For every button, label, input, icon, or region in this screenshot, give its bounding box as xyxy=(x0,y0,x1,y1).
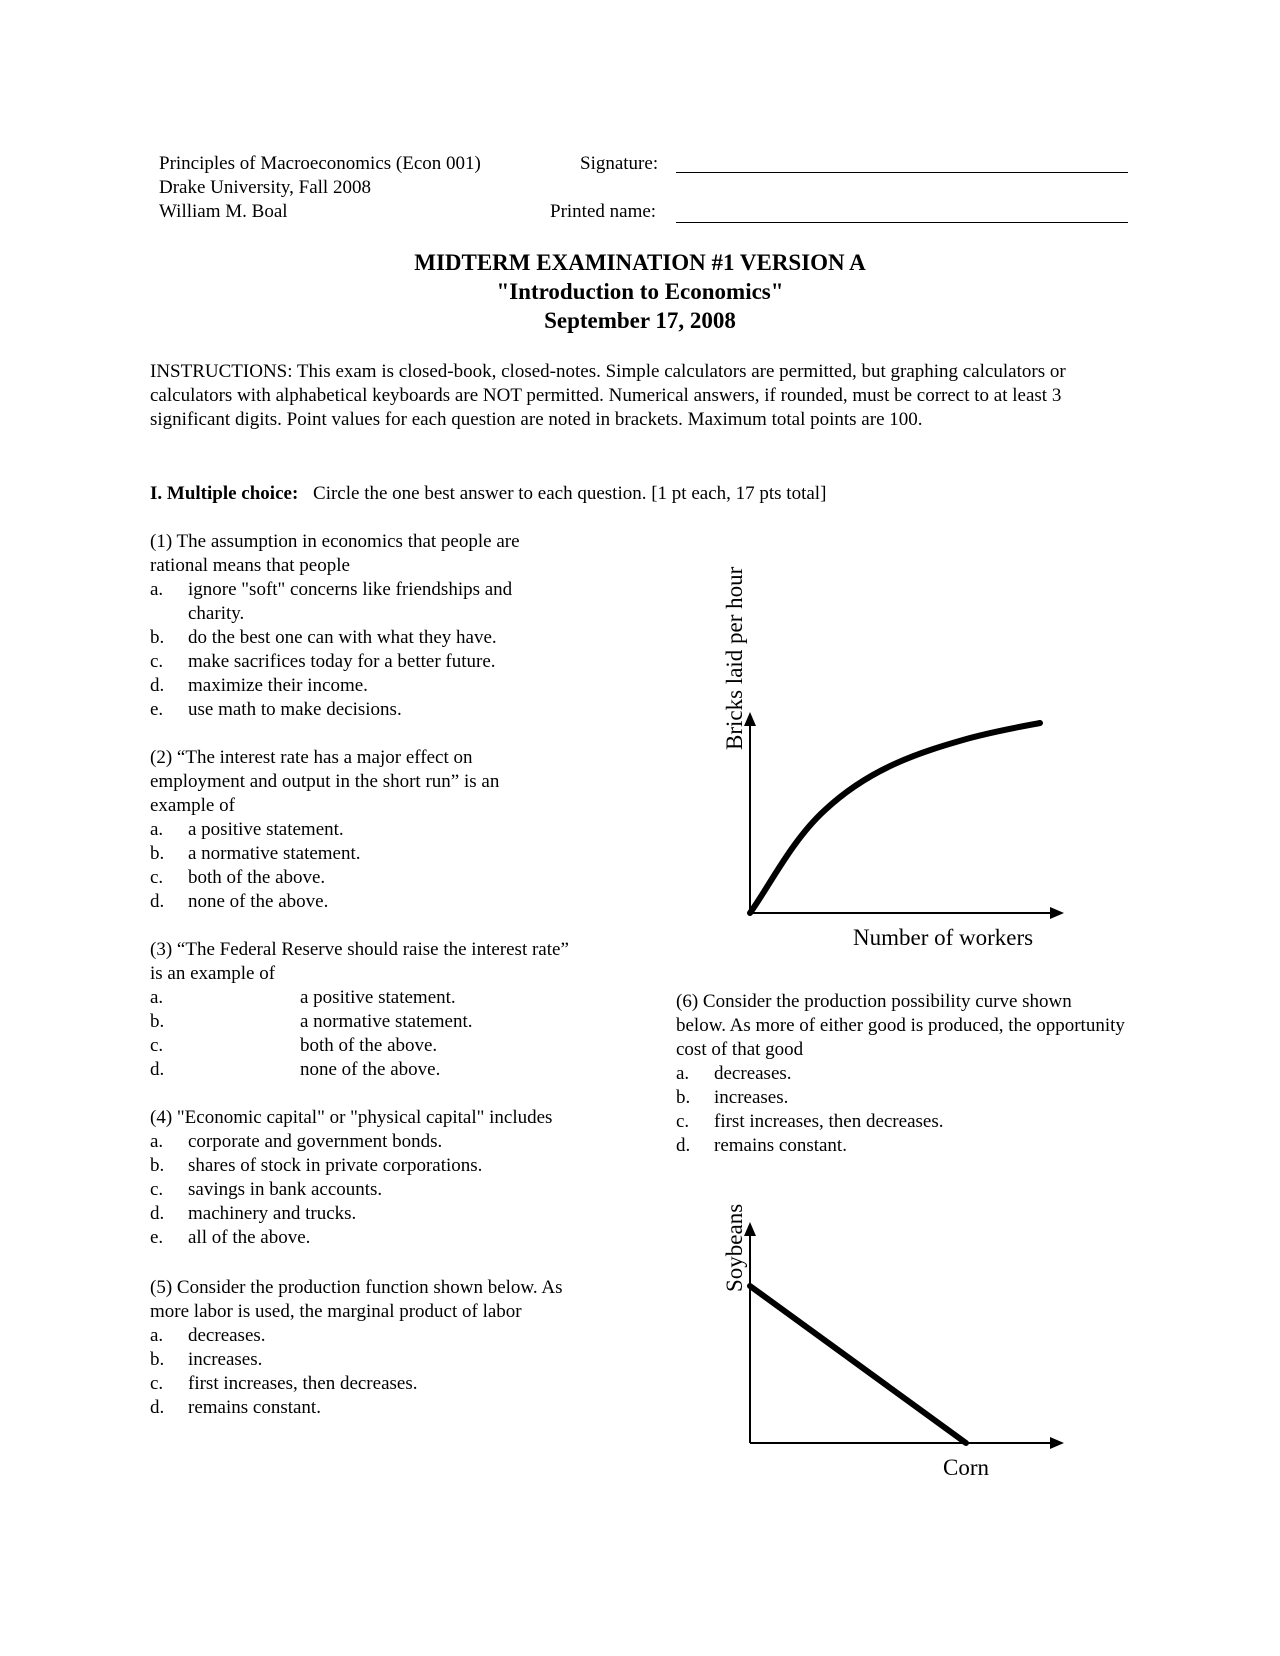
option-a[interactable]: a. a positive statement. xyxy=(150,819,344,840)
question-2 xyxy=(150,746,550,914)
option-b[interactable]: b. shares of stock in private corporations. xyxy=(150,1155,483,1176)
option-b[interactable]: b. a normative statement. xyxy=(150,843,361,864)
question-stem: (1) The assumption in economics that people are rational means that people xyxy=(150,531,520,576)
question-5 xyxy=(150,1276,605,1420)
question-1 xyxy=(150,530,570,722)
x-axis-arrow xyxy=(1050,1437,1064,1449)
option-b[interactable]: b. a normative statement. xyxy=(150,1011,473,1032)
x-axis-label: Number of workers xyxy=(853,925,1034,950)
signature-line[interactable] xyxy=(676,172,1128,173)
question-stem: (5) Consider the production function shown below. As more labor is used, the marginal product of labor xyxy=(150,1277,563,1322)
signature-label: Signature: xyxy=(580,153,659,174)
instructions: INSTRUCTIONS: This exam is closed-book, closed-notes. Simple calculators are permitted, but graphing calculators or calculators with alphabetical keyboards are NOT permitted. Numerical answers, if rounded, must be correct to at least 3 significant digits. Point values for each question are noted in brackets. Maximum total points are 100. xyxy=(150,361,1066,430)
section-heading xyxy=(150,482,826,506)
exam-title: MIDTERM EXAMINATION #1 VERSION A xyxy=(414,250,866,275)
option-e[interactable]: e. all of the above. xyxy=(150,1227,311,1248)
production-curve xyxy=(750,723,1040,913)
exam-date: September 17, 2008 xyxy=(544,308,736,333)
option-a[interactable]: a. decreases. xyxy=(676,1063,792,1084)
y-axis-label: Bricks laid per hour xyxy=(722,566,747,750)
option-b[interactable]: b. do the best one can with what they have. xyxy=(150,627,497,648)
ppc-graph xyxy=(700,1170,1100,1490)
option-c[interactable]: c. savings in bank accounts. xyxy=(150,1179,383,1200)
option-e[interactable]: e. use math to make decisions. xyxy=(150,699,402,720)
question-stem: (2) “The interest rate has a major effect on employment and output in the short run” is an example of xyxy=(150,747,500,816)
y-axis-label: Soybeans xyxy=(722,1203,747,1292)
option-d[interactable]: d. machinery and trucks. xyxy=(150,1203,357,1224)
section-description: Circle the one best answer to each question. [1 pt each, 17 pts total] xyxy=(313,483,827,504)
question-stem: (6) Consider the production possibility curve shown below. As more of either good is produced, the opportunity cost of that good xyxy=(676,991,1125,1060)
option-c[interactable]: c. both of the above. xyxy=(150,1035,438,1056)
option-c[interactable]: c. first increases, then decreases. xyxy=(150,1373,418,1394)
section-title: I. Multiple choice: xyxy=(150,483,299,504)
printed-name-label: Printed name: xyxy=(550,201,657,222)
option-a[interactable]: a. corporate and government bonds. xyxy=(150,1131,443,1152)
question-3 xyxy=(150,938,580,1082)
option-c[interactable]: c. first increases, then decreases. xyxy=(676,1111,944,1132)
exam-subtitle: "Introduction to Economics" xyxy=(496,279,784,304)
question-stem: (3) “The Federal Reserve should raise the interest rate” is an example of xyxy=(150,939,569,984)
option-a[interactable]: a. a positive statement. xyxy=(150,987,456,1008)
x-axis-label: Corn xyxy=(943,1455,989,1480)
school-term: Drake University, Fall 2008 xyxy=(159,177,371,198)
option-a[interactable]: a. ignore "soft" concerns like friendships and charity. xyxy=(150,579,513,624)
question-6 xyxy=(676,990,1126,1158)
production-function-graph xyxy=(700,540,1100,960)
printed-name-line[interactable] xyxy=(676,222,1128,223)
option-d[interactable]: d. none of the above. xyxy=(150,1059,441,1080)
option-c[interactable]: c. both of the above. xyxy=(150,867,326,888)
option-d[interactable]: d. remains constant. xyxy=(150,1397,321,1418)
instructor-name: William M. Boal xyxy=(159,201,288,222)
option-b[interactable]: b. increases. xyxy=(676,1087,789,1108)
option-d[interactable]: d. maximize their income. xyxy=(150,675,368,696)
option-d[interactable]: d. remains constant. xyxy=(676,1135,847,1156)
option-b[interactable]: b. increases. xyxy=(150,1349,263,1370)
ppc-line xyxy=(750,1286,966,1443)
question-stem: (4) "Economic capital" or "physical capital" includes xyxy=(150,1107,553,1128)
option-d[interactable]: d. none of the above. xyxy=(150,891,329,912)
option-a[interactable]: a. decreases. xyxy=(150,1325,266,1346)
option-c[interactable]: c. make sacrifices today for a better future. xyxy=(150,651,496,672)
course-name: Principles of Macroeconomics (Econ 001) xyxy=(159,153,481,174)
x-axis-arrow xyxy=(1050,907,1064,919)
question-4 xyxy=(150,1106,620,1250)
